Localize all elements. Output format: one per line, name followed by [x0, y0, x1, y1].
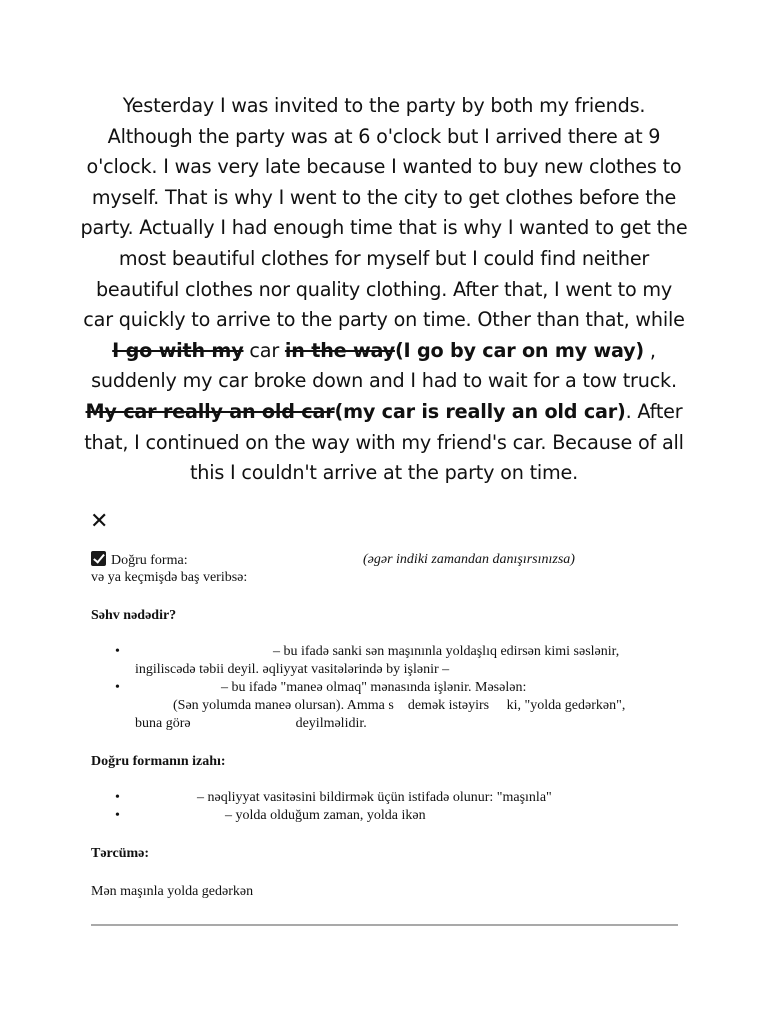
essay-text-3: . After that, I continued on the way with my friend's car. Because of all this I couldn't arrive at the party on time.	[84, 399, 684, 485]
wrong-item-2-line3: buna görə deyilməlidir.	[135, 716, 367, 731]
correction-text: (my car is really an old car)	[334, 399, 626, 423]
list-item	[91, 643, 691, 679]
essay-text-car: car	[243, 338, 285, 362]
correct-form-line2: və ya keçmişdə baş veribsə:	[91, 570, 248, 585]
correct-form-row	[91, 551, 691, 569]
explanation-heading: Doğru formanın izahı:	[91, 754, 226, 769]
explanation-item-1: • – nəqliyyat vasitəsini bildirmək üçün istifadə olunur: "maşınla"	[197, 790, 552, 805]
wrong-item-1-line2: ingiliscədə təbii deyil. əqliyyat vasitələrində by işlənir –	[135, 662, 450, 677]
wrong-item-2-line1: • – bu ifadə "maneə olmaq" mənasında işlənir. Məsələn:	[221, 680, 527, 695]
explanation-item-2: • – yolda olduğum zaman, yolda ikən	[225, 808, 426, 823]
wrong-item-1-line1: • – bu ifadə sanki sən maşınınla yoldaşlıq edirsən kimi səslənir,	[273, 644, 620, 659]
grammar-notes	[91, 551, 691, 901]
essay-text-2: , suddenly my car broke down and I had to wait for a tow truck.	[91, 338, 677, 393]
correction-text: (I go by car on my way)	[394, 338, 645, 362]
correct-form-label: Doğru forma:	[111, 553, 188, 568]
close-icon: ✕	[90, 509, 109, 534]
list-item	[91, 679, 691, 733]
wrong-list	[91, 643, 691, 733]
strikethrough-text: My car really an old car	[85, 399, 335, 423]
translation-heading: Tərcümə:	[91, 846, 150, 861]
list-item	[91, 807, 691, 825]
divider	[91, 924, 678, 926]
translation-text: Mən maşınla yolda gedərkən	[91, 884, 254, 899]
checkmark-icon	[91, 551, 106, 566]
explanation-list	[91, 789, 691, 825]
correct-form-note: (əgər indiki zamandan danışırsınızsa)	[363, 552, 575, 567]
what-is-wrong-heading: Səhv nədədir?	[91, 608, 177, 623]
list-item	[91, 789, 691, 807]
wrong-item-2-line2: (Sən yolumda maneə olursan). Amma s demək istəyirs ki, "yolda gedərkən",	[173, 698, 626, 713]
strikethrough-text: I go with my	[112, 338, 244, 362]
essay-paragraph	[80, 91, 688, 489]
strikethrough-text: in the way	[284, 338, 395, 362]
essay-text-1: Yesterday I was invited to the party by both my friends. Although the party was at 6 o'clock but I arrived there at 9 o'clock. I was very late because I wanted to buy new clothes to myself. That is why I went to the city to get clothes before the party. Actually I had enough time that is why I wanted to get the most beautiful clothes for myself but I could find neither beautiful clothes nor quality clothing. After that, I went to my car quickly to arrive to the party on time. Other than that, while	[80, 94, 688, 332]
